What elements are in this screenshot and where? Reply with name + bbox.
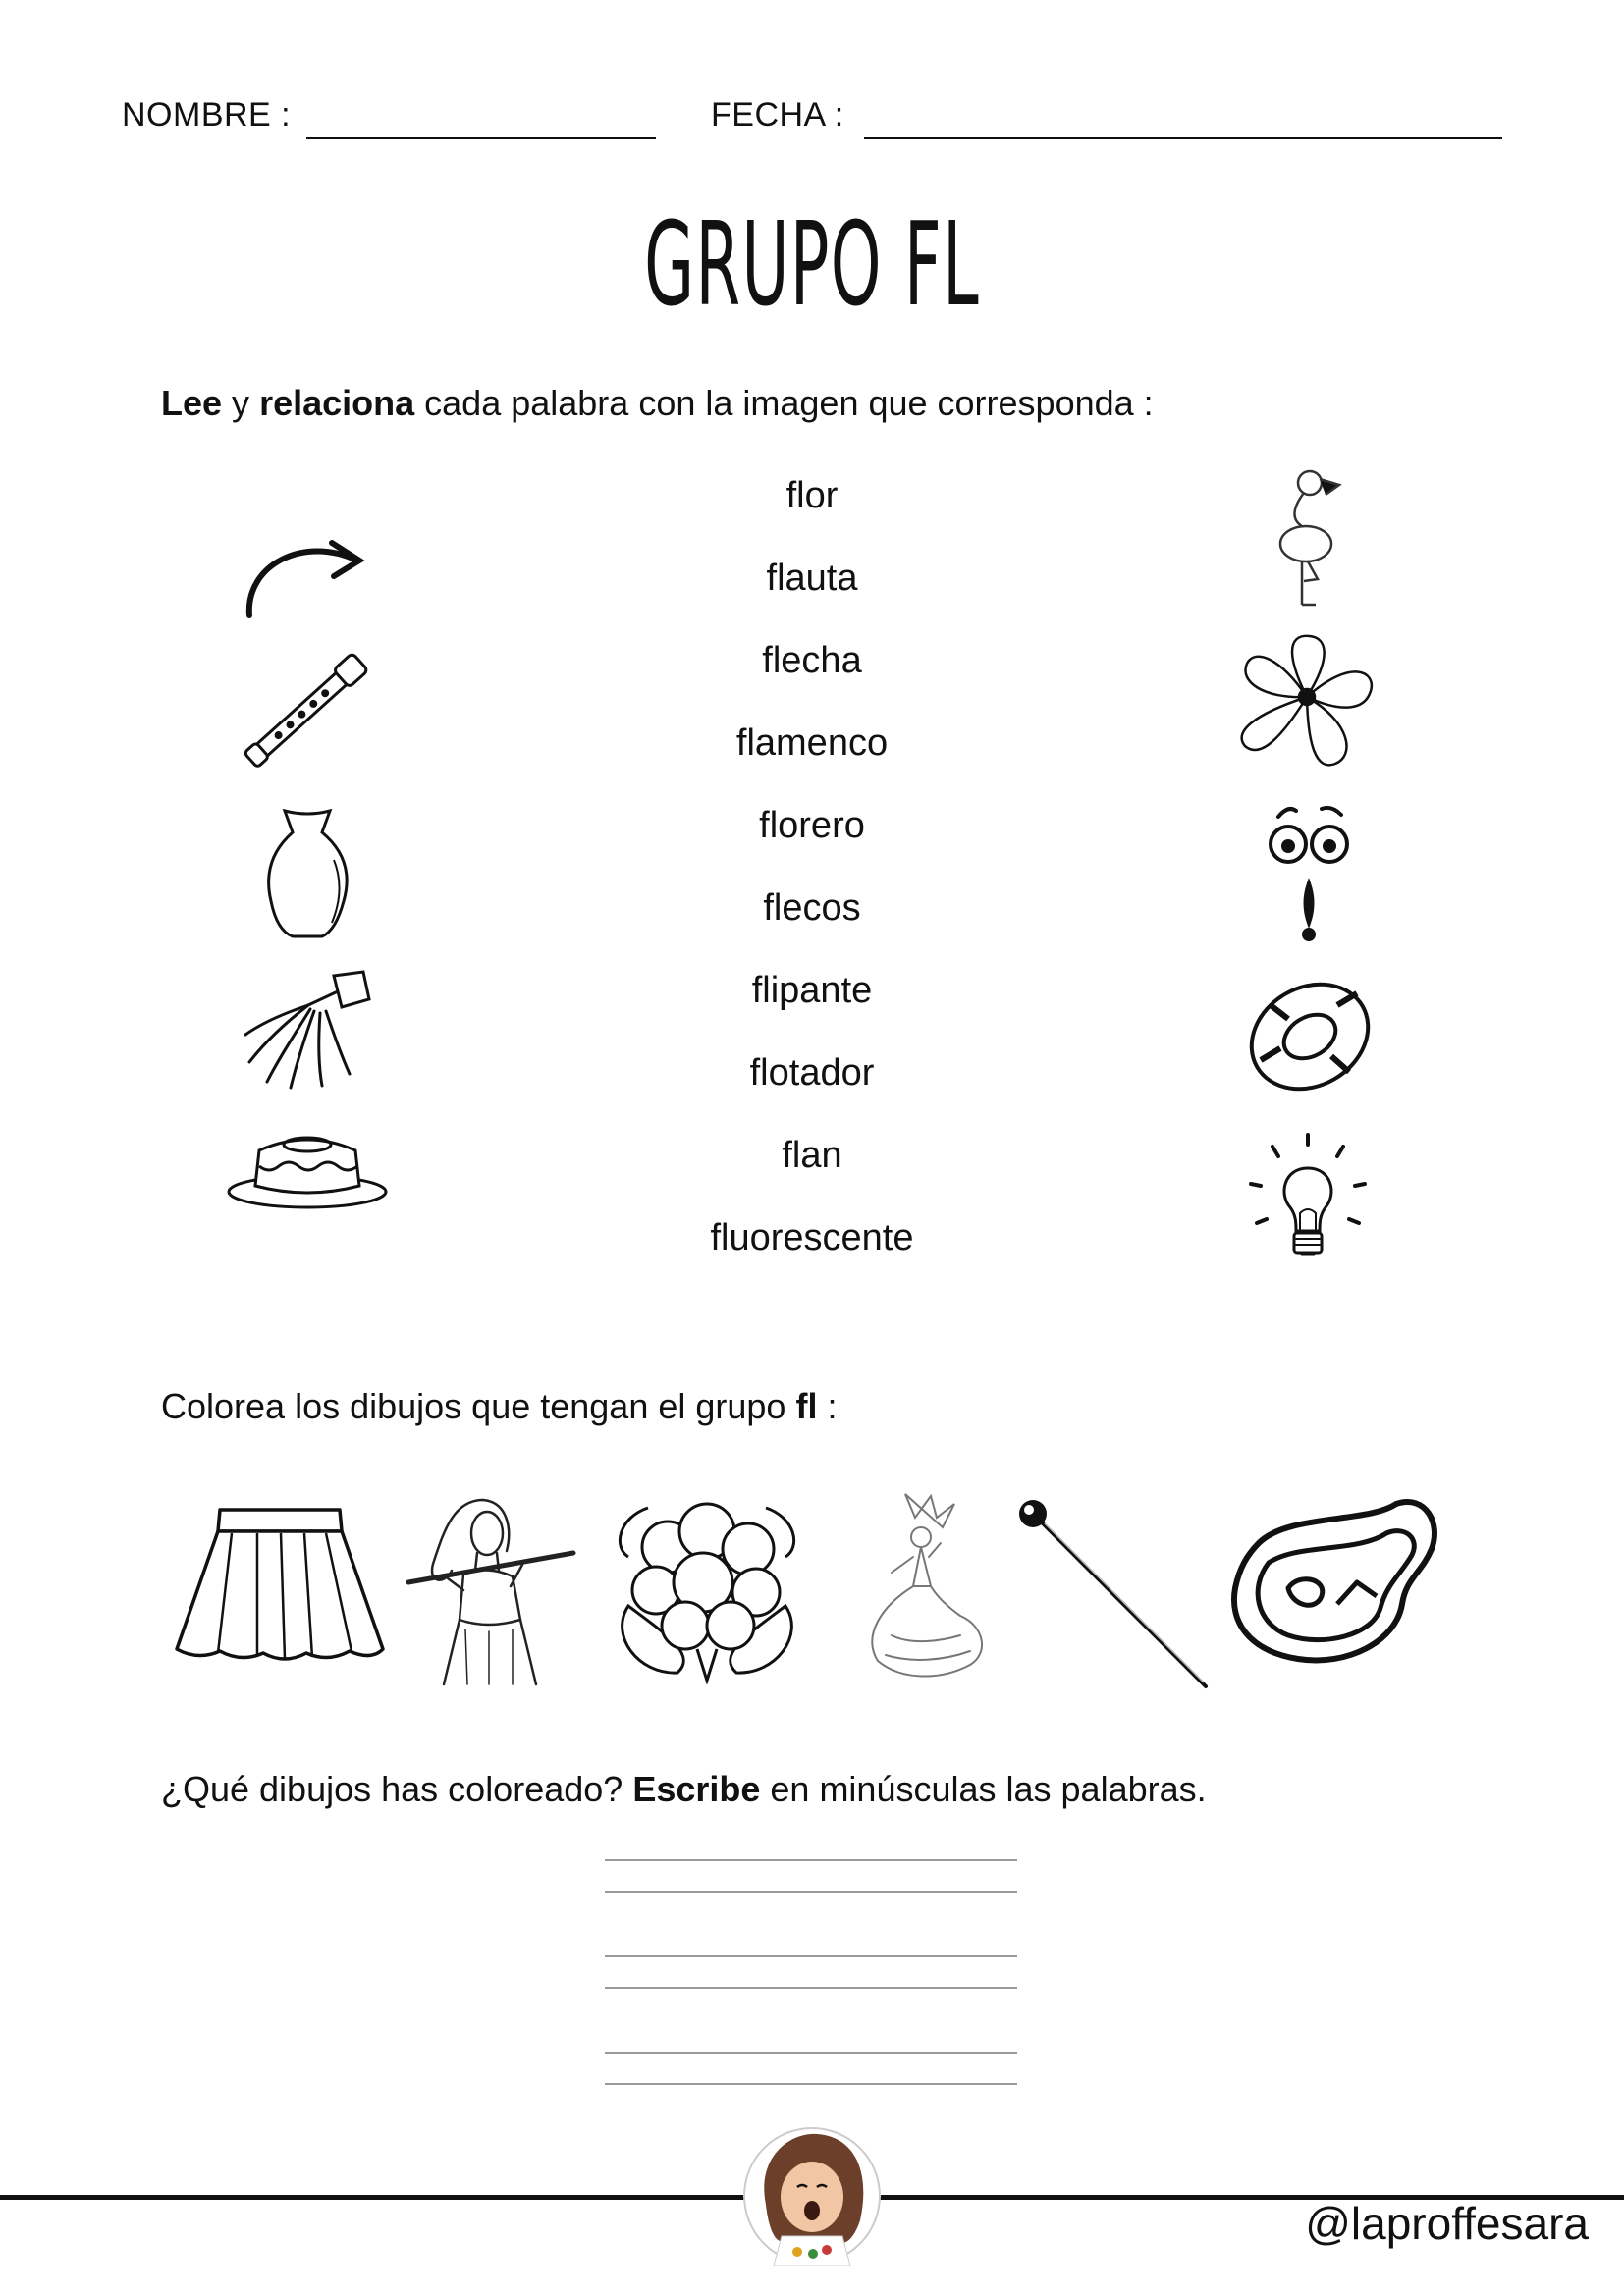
instruction-lee: Lee <box>161 383 223 423</box>
instruction-fl: fl <box>795 1386 818 1426</box>
date-field-line[interactable] <box>864 137 1502 139</box>
name-field-line[interactable] <box>306 137 656 139</box>
instruction-colon: : <box>817 1386 838 1426</box>
word-item[interactable]: flor <box>785 475 839 516</box>
word-item[interactable]: flamenco <box>735 722 889 764</box>
author-handle: @laproffesara <box>1305 2198 1589 2249</box>
avatar <box>742 2126 882 2266</box>
lightbulb-icon[interactable] <box>1239 1129 1377 1276</box>
instruction-y: y <box>222 383 260 423</box>
exercise3-instruction <box>161 1769 1207 1810</box>
word-item[interactable]: flotador <box>749 1052 875 1094</box>
fringe-tassel-icon[interactable] <box>240 966 377 1094</box>
instruction-rest: cada palabra con la imagen que corresponda : <box>414 383 1154 423</box>
exercise1-instruction <box>161 383 1154 424</box>
life-ring-icon[interactable] <box>1241 966 1379 1103</box>
vase-icon[interactable] <box>253 805 361 942</box>
page-title: GRUPO FL <box>644 196 980 332</box>
flower-icon[interactable] <box>1233 628 1380 775</box>
instruction-question: ¿Qué dibujos has coloreado? <box>161 1769 633 1809</box>
word-item[interactable]: flecha <box>762 640 862 681</box>
recorder-flute-icon[interactable] <box>230 636 387 783</box>
cauliflower-icon[interactable] <box>609 1488 805 1684</box>
skirt-icon[interactable] <box>173 1504 387 1667</box>
word-item[interactable]: florero <box>759 805 865 846</box>
surprised-face-icon[interactable] <box>1261 795 1359 942</box>
writing-line[interactable] <box>605 2052 1017 2054</box>
flan-dessert-icon[interactable] <box>224 1125 391 1213</box>
flute-player-icon[interactable] <box>405 1492 581 1688</box>
instruction-relaciona: relaciona <box>259 383 415 423</box>
instruction-escribe: Escribe <box>632 1769 761 1809</box>
instruction-colorea: Colorea los dibujos que tengan el grupo <box>161 1386 796 1426</box>
exercise2-instruction <box>161 1386 837 1427</box>
date-label: FECHA : <box>711 96 844 133</box>
word-item[interactable]: flipante <box>751 970 873 1011</box>
flamenco-dancer-icon[interactable] <box>852 1488 1000 1684</box>
writing-line[interactable] <box>605 1859 1017 1861</box>
writing-line[interactable] <box>605 1987 1017 1989</box>
word-item[interactable]: fluorescente <box>710 1217 914 1258</box>
instruction-rest: en minúsculas las palabras. <box>760 1769 1207 1809</box>
writing-line[interactable] <box>605 1955 1017 1957</box>
writing-line[interactable] <box>605 1891 1017 1893</box>
word-item[interactable]: flecos <box>763 887 861 929</box>
steak-icon[interactable] <box>1229 1494 1445 1671</box>
curved-arrow-icon[interactable] <box>236 525 373 623</box>
pin-needle-icon[interactable] <box>1009 1490 1216 1696</box>
flamingo-icon[interactable] <box>1257 465 1355 613</box>
word-item[interactable]: flauta <box>766 558 858 599</box>
name-label: NOMBRE : <box>122 96 292 133</box>
word-item[interactable]: flan <box>782 1135 842 1176</box>
writing-line[interactable] <box>605 2083 1017 2085</box>
